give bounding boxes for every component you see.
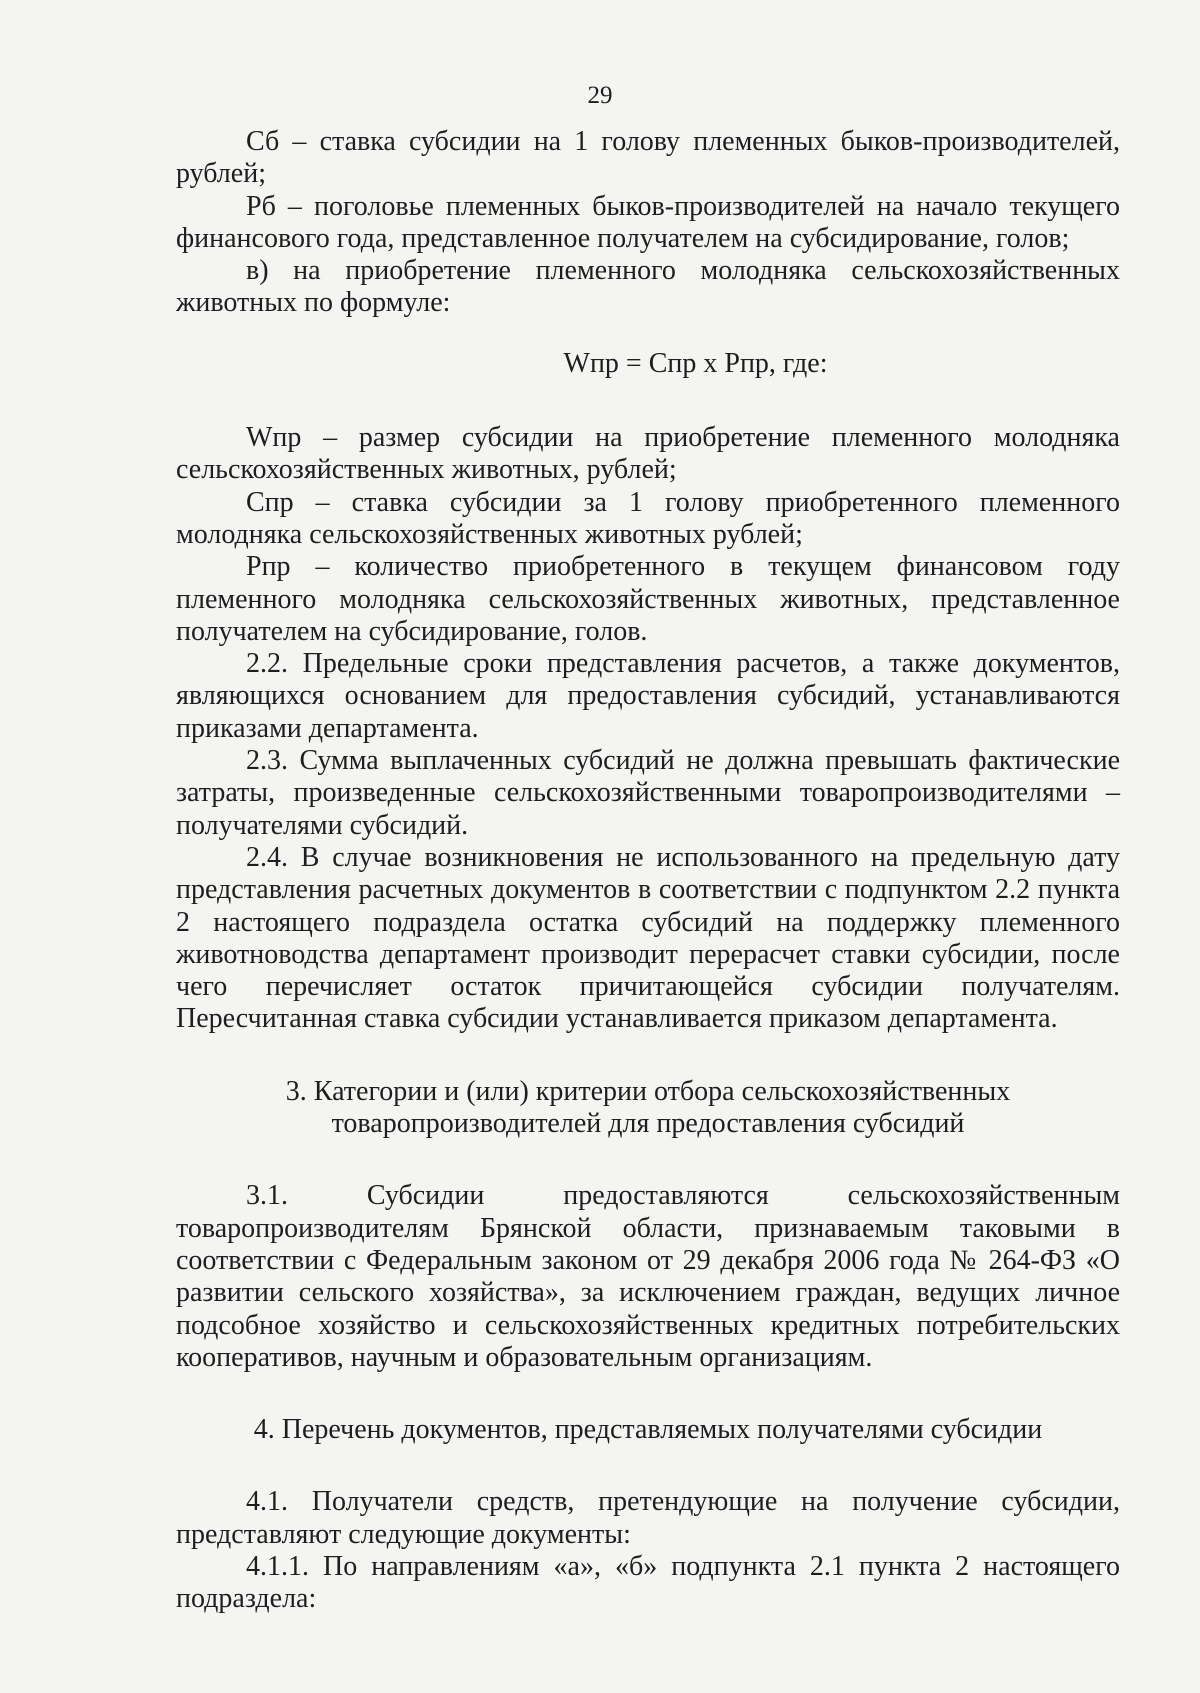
paragraph-item-v: в) на приобретение племенного молодняка сельскохозяйственных животных по формуле: bbox=[176, 255, 1120, 319]
paragraph-2-3: 2.3. Сумма выплаченных субсидий не должна превышать фактические затраты, произведенные сельскохозяйственными товаропроизводителями – получателями субсидий. bbox=[176, 745, 1120, 841]
paragraph-4-1-1: 4.1.1. По направлениям «а», «б» подпункта 2.1 пункта 2 настоящего подраздела: bbox=[176, 1550, 1120, 1615]
paragraph-2-4: 2.4. В случае возникновения не использованного на предельную дату представления расчетных документов в соответствии с подпунктом 2.2 пункта 2 настоящего подраздела остатка субсидий на поддержку племенного животноводства департамент производит перерасчет ставки субсидии, после чего перечисляет остаток причитающейся субсидии получателям. Пересчитанная ставка субсидии устанавливается приказом департамента. bbox=[176, 841, 1120, 1035]
paragraph-rpr-definition: Рпр – количество приобретенного в текущем финансовом году племенного молодняка сельскохозяйственных животных, представленное получателем на субсидирование, голов. bbox=[176, 551, 1120, 647]
paragraph-sb-definition: Сб – ставка субсидии на 1 голову племенных быков-производителей, рублей; bbox=[176, 126, 1120, 190]
section-3-heading-line-1: 3. Категории и (или) критерии отбора сельскохозяйственных bbox=[285, 1075, 1011, 1107]
paragraph-wpr-definition: Wпр – размер субсидии на приобретение племенного молодняка сельскохозяйственных животных, рублей; bbox=[176, 422, 1120, 486]
paragraph-3-1: 3.1. Субсидии предоставляются сельскохозяйственным товаропроизводителям Брянской области, признаваемым таковыми в соответствии с Федеральным законом от 29 декабря 2006 года № 264-ФЗ «О развитии сельского хозяйства», за исключением граждан, ведущих личное подсобное хозяйство и сельскохозяйственных кредитных потребительских кооперативов, научным и образовательным организациям. bbox=[176, 1180, 1120, 1373]
page-number: 29 bbox=[587, 82, 613, 109]
document-body bbox=[176, 126, 1120, 1616]
paragraph-4-1: 4.1. Получатели средств, претендующие на получение субсидии, представляют следующие документы: bbox=[176, 1486, 1120, 1550]
section-4-heading bbox=[176, 1414, 1120, 1446]
paragraph-rb-definition: Рб – поголовье племенных быков-производителей на начало текущего финансового года, представленное получателем на субсидирование, голов; bbox=[176, 190, 1120, 254]
section-4-heading-text: 4. Перечень документов, представляемых получателями субсидии bbox=[253, 1414, 1043, 1446]
paragraph-spr-definition: Спр – ставка субсидии за 1 голову приобретенного племенного молодняка сельскохозяйственных животных рублей; bbox=[176, 486, 1120, 550]
paragraph-2-2: 2.2. Предельные сроки представления расчетов, а также документов, являющихся основанием для предоставления субсидий, устанавливаются приказами департамента. bbox=[176, 648, 1120, 744]
section-3-heading-line-2: товаропроизводителей для предоставления субсидий bbox=[331, 1108, 965, 1140]
section-3-heading bbox=[176, 1076, 1120, 1141]
formula: Wпр = Спр х Рпр, где: bbox=[563, 347, 828, 379]
